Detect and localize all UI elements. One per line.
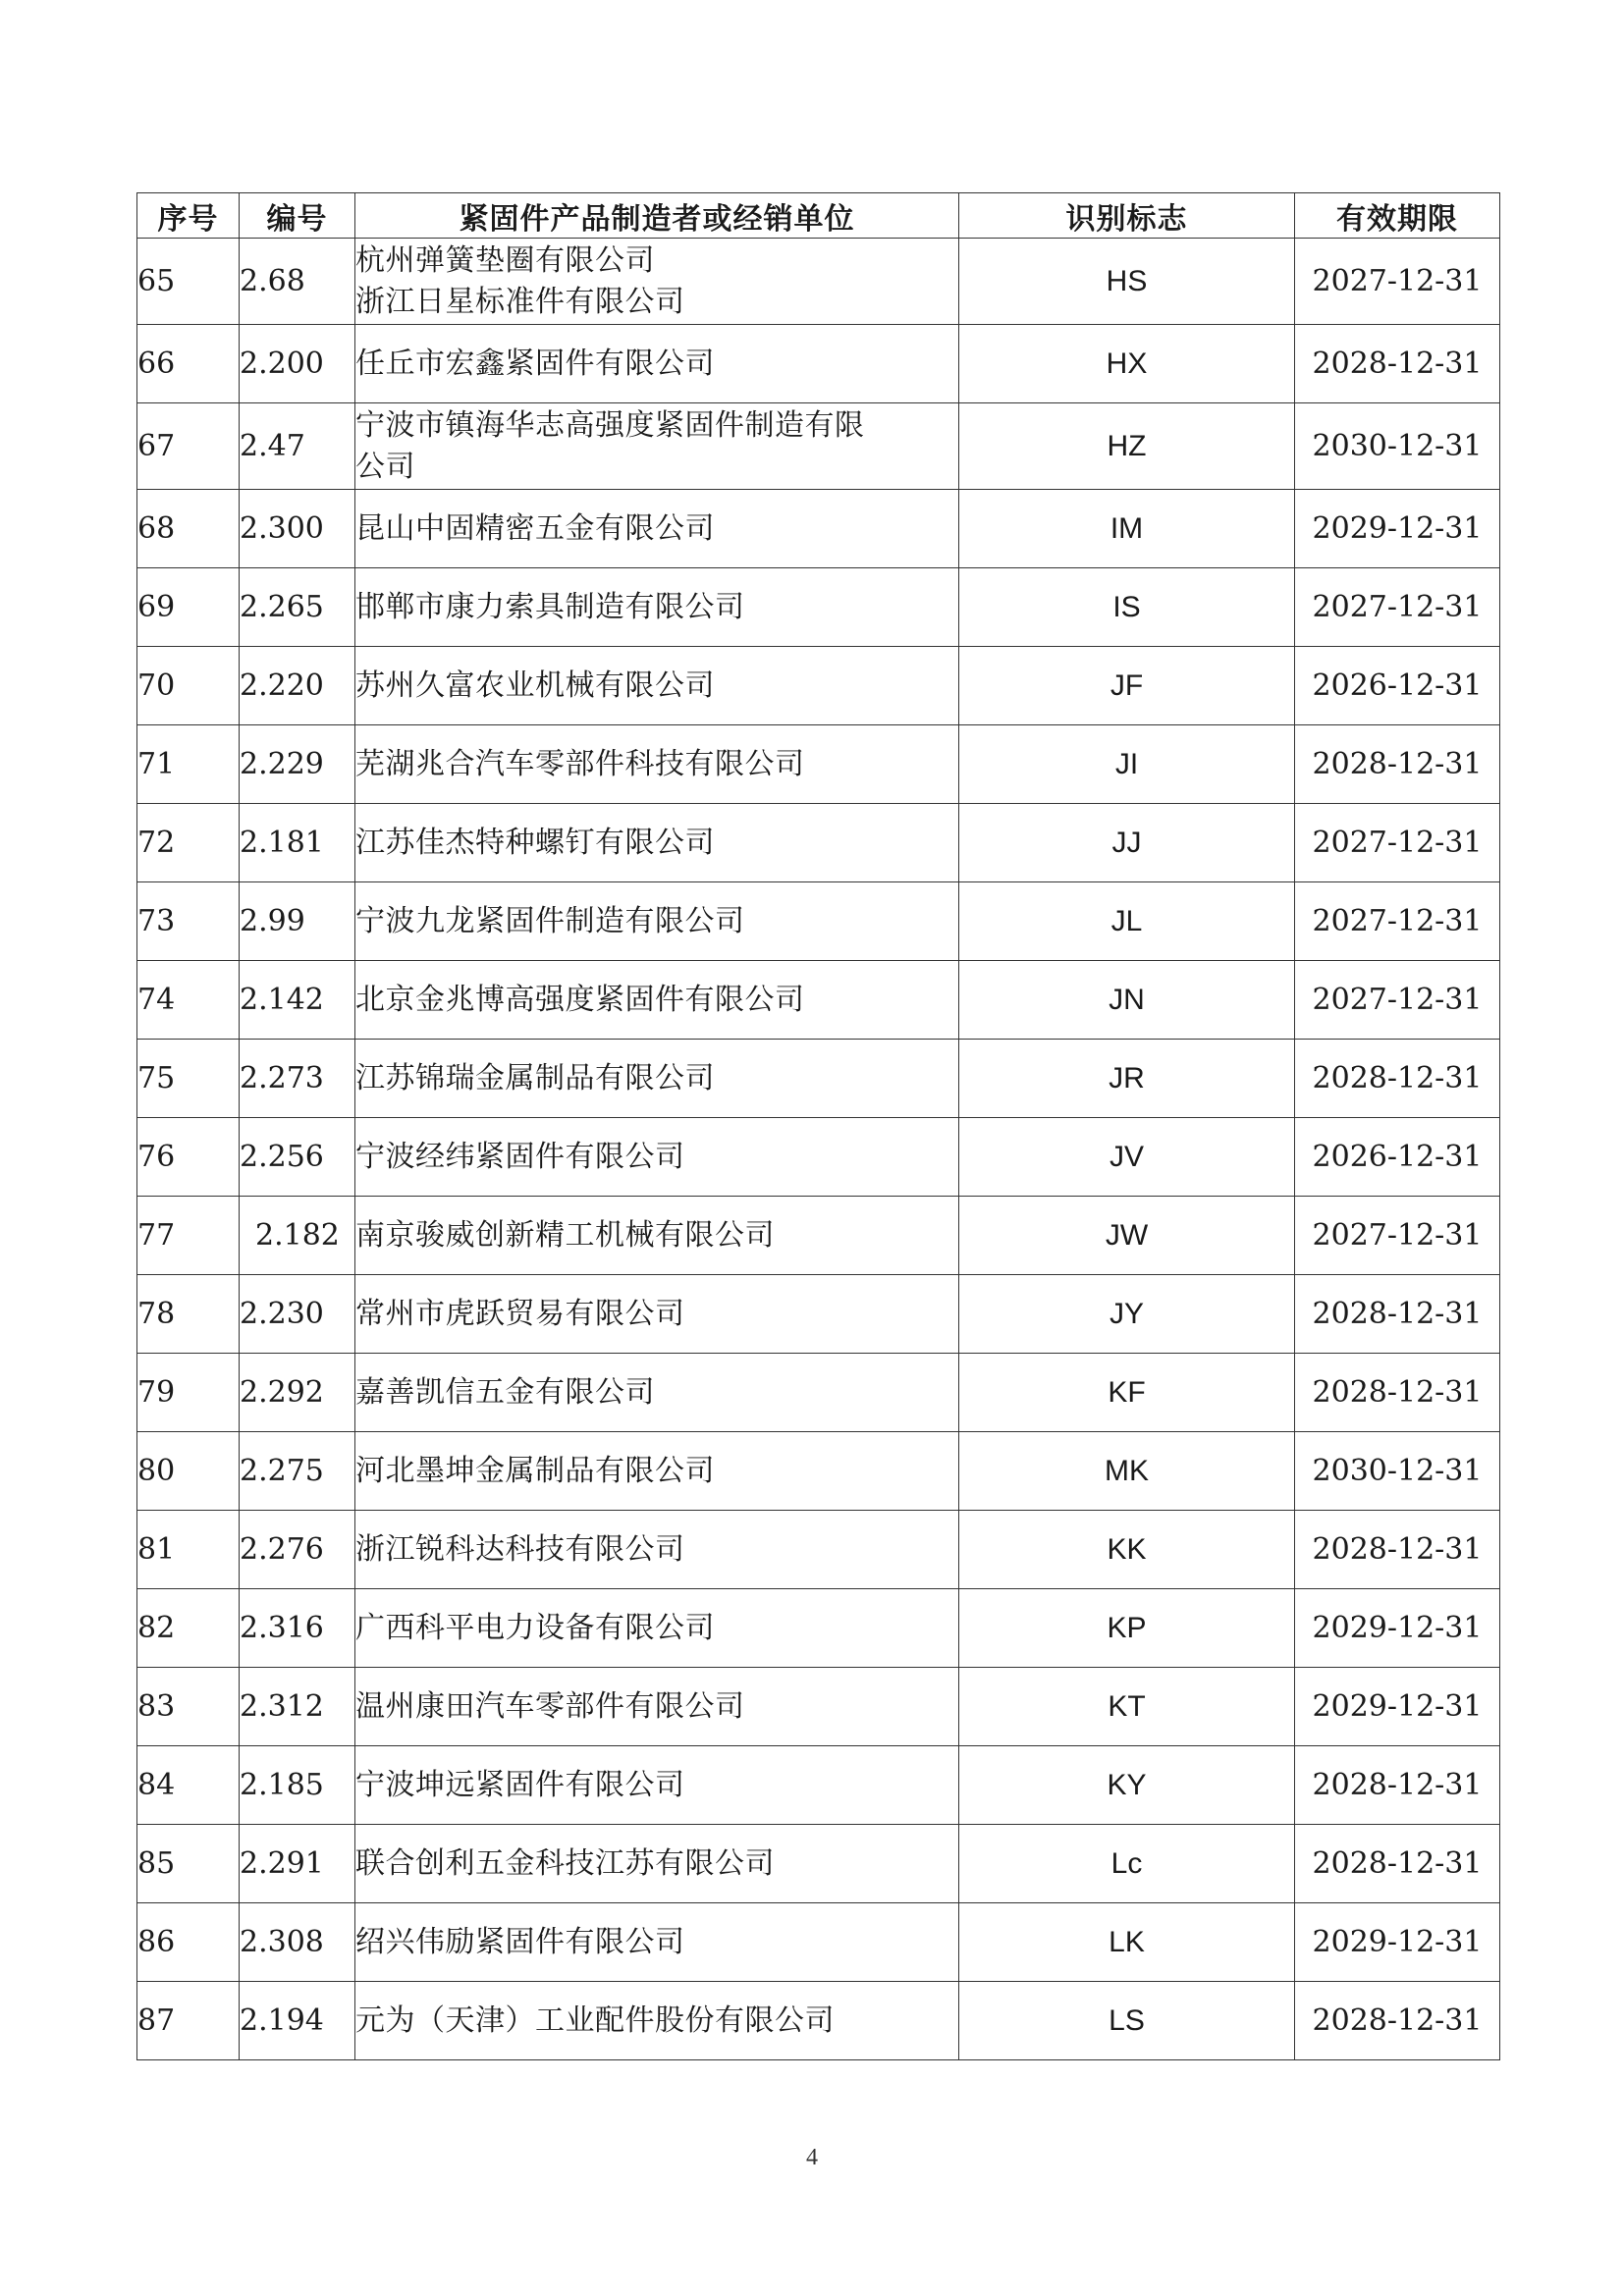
table-row: [137, 403, 1500, 490]
row-mark: KT: [959, 1668, 1295, 1746]
row-org-line-1: 苏州久富农业机械有限公司: [355, 667, 715, 703]
table-row: [137, 1040, 1500, 1118]
row-org-line-1: 嘉善凯信五金有限公司: [355, 1374, 655, 1410]
row-code: 2.99: [240, 882, 355, 961]
row-seq: 76: [137, 1118, 240, 1197]
row-mark: JV: [959, 1118, 1295, 1197]
row-org: [355, 1982, 959, 2060]
row-date: 2028-12-31: [1295, 1746, 1500, 1825]
row-code: 2.316: [240, 1589, 355, 1668]
row-seq: 85: [137, 1825, 240, 1903]
row-code: 2.68: [240, 239, 355, 325]
row-seq: 80: [137, 1432, 240, 1511]
table-row: [137, 1275, 1500, 1354]
row-org: [355, 1118, 959, 1197]
row-org-line-2: 公司: [355, 449, 415, 484]
row-mark: JR: [959, 1040, 1295, 1118]
row-mark: JI: [959, 725, 1295, 804]
row-org-line-1: 昆山中固精密五金有限公司: [355, 510, 715, 546]
row-org-line-1: 河北墨坤金属制品有限公司: [355, 1453, 715, 1488]
row-date: 2028-12-31: [1295, 1354, 1500, 1432]
row-mark: MK: [959, 1432, 1295, 1511]
row-code: 2.142: [240, 961, 355, 1040]
table-row: [137, 804, 1500, 882]
row-code: 2.181: [240, 804, 355, 882]
row-date: 2028-12-31: [1295, 725, 1500, 804]
row-org-line-1: 宁波经纬紧固件有限公司: [355, 1139, 685, 1174]
row-seq: 84: [137, 1746, 240, 1825]
row-date: 2029-12-31: [1295, 1903, 1500, 1982]
row-mark: IS: [959, 568, 1295, 647]
row-mark: KY: [959, 1746, 1295, 1825]
row-org: [355, 647, 959, 725]
row-org-line-1: 绍兴伟励紧固件有限公司: [355, 1924, 685, 1959]
row-seq: 77: [137, 1197, 240, 1275]
row-code: 2.308: [240, 1903, 355, 1982]
page-number: 4: [806, 2145, 818, 2170]
row-code: 2.230: [240, 1275, 355, 1354]
row-seq: 78: [137, 1275, 240, 1354]
table-row: [137, 1746, 1500, 1825]
row-org-line-1: 常州市虎跃贸易有限公司: [355, 1296, 685, 1331]
row-date: 2029-12-31: [1295, 1589, 1500, 1668]
row-mark: KF: [959, 1354, 1295, 1432]
fastener-registry-table: [136, 192, 1500, 2060]
row-org: [355, 403, 959, 490]
table-row: [137, 1118, 1500, 1197]
row-org-line-1: 江苏佳杰特种螺钉有限公司: [355, 825, 715, 860]
row-date: 2030-12-31: [1295, 403, 1500, 490]
row-mark: JL: [959, 882, 1295, 961]
row-date: 2027-12-31: [1295, 804, 1500, 882]
row-seq: 72: [137, 804, 240, 882]
row-seq: 79: [137, 1354, 240, 1432]
row-date: 2028-12-31: [1295, 1982, 1500, 2060]
row-date: 2028-12-31: [1295, 1275, 1500, 1354]
row-seq: 74: [137, 961, 240, 1040]
row-org: [355, 568, 959, 647]
row-org-line-1: 邯郸市康力索具制造有限公司: [355, 589, 745, 624]
table-row: [137, 1982, 1500, 2060]
header-org: 紧固件产品制造者或经销单位: [355, 193, 959, 239]
table-row: [137, 490, 1500, 568]
table-row: [137, 882, 1500, 961]
row-org-line-1: 浙江锐科达科技有限公司: [355, 1531, 685, 1567]
header-seq: 序号: [137, 193, 240, 239]
row-seq: 68: [137, 490, 240, 568]
row-org: [355, 961, 959, 1040]
row-org-line-2: 浙江日星标准件有限公司: [355, 284, 685, 319]
row-org: [355, 1354, 959, 1432]
row-code: 2.220: [240, 647, 355, 725]
row-code: 2.200: [240, 325, 355, 403]
header-mark: 识别标志: [959, 193, 1295, 239]
table-row: [137, 1903, 1500, 1982]
row-org: [355, 1197, 959, 1275]
row-code: 2.276: [240, 1511, 355, 1589]
row-mark: HZ: [959, 403, 1295, 490]
row-date: 2026-12-31: [1295, 1118, 1500, 1197]
row-mark: KK: [959, 1511, 1295, 1589]
row-org-line-1: 江苏锦瑞金属制品有限公司: [355, 1060, 715, 1095]
table-row: [137, 1589, 1500, 1668]
row-date: 2027-12-31: [1295, 882, 1500, 961]
row-mark: HX: [959, 325, 1295, 403]
row-seq: 69: [137, 568, 240, 647]
row-code: 2.194: [240, 1982, 355, 2060]
row-code: 2.273: [240, 1040, 355, 1118]
table-row: [137, 1354, 1500, 1432]
row-mark: JY: [959, 1275, 1295, 1354]
table-row: [137, 1825, 1500, 1903]
row-org: [355, 725, 959, 804]
header-code: 编号: [240, 193, 355, 239]
row-seq: 65: [137, 239, 240, 325]
row-org: [355, 325, 959, 403]
row-date: 2027-12-31: [1295, 1197, 1500, 1275]
row-org: [355, 1275, 959, 1354]
row-code: 2.229: [240, 725, 355, 804]
row-org: [355, 1668, 959, 1746]
row-mark: JN: [959, 961, 1295, 1040]
row-seq: 73: [137, 882, 240, 961]
table-row: [137, 961, 1500, 1040]
row-seq: 67: [137, 403, 240, 490]
table-row: [137, 239, 1500, 325]
row-code: 2.47: [240, 403, 355, 490]
row-org-line-1: 北京金兆博高强度紧固件有限公司: [355, 982, 805, 1017]
table-row: [137, 1432, 1500, 1511]
row-seq: 66: [137, 325, 240, 403]
row-seq: 82: [137, 1589, 240, 1668]
row-code: 2.292: [240, 1354, 355, 1432]
row-seq: 87: [137, 1982, 240, 2060]
row-org: [355, 1511, 959, 1589]
row-code: 2.300: [240, 490, 355, 568]
row-org-line-1: 芜湖兆合汽车零部件科技有限公司: [355, 746, 805, 781]
row-org-line-1: 广西科平电力设备有限公司: [355, 1610, 715, 1645]
table-row: [137, 325, 1500, 403]
row-code: 2.182: [240, 1197, 355, 1275]
row-date: 2026-12-31: [1295, 647, 1500, 725]
row-org-line-1: 任丘市宏鑫紧固件有限公司: [355, 346, 715, 381]
table-row: [137, 1511, 1500, 1589]
row-code: 2.185: [240, 1746, 355, 1825]
row-mark: LS: [959, 1982, 1295, 2060]
row-mark: IM: [959, 490, 1295, 568]
table-row: [137, 568, 1500, 647]
row-org-line-1: 宁波市镇海华志高强度紧固件制造有限: [355, 407, 865, 443]
row-mark: KP: [959, 1589, 1295, 1668]
table-header-row: [137, 193, 1500, 239]
row-code: 2.312: [240, 1668, 355, 1746]
row-org: [355, 804, 959, 882]
row-date: 2027-12-31: [1295, 239, 1500, 325]
row-mark: Lc: [959, 1825, 1295, 1903]
table-row: [137, 1668, 1500, 1746]
row-org: [355, 1040, 959, 1118]
row-seq: 70: [137, 647, 240, 725]
row-org-line-1: 南京骏威创新精工机械有限公司: [355, 1217, 775, 1253]
row-date: 2028-12-31: [1295, 325, 1500, 403]
row-code: 2.291: [240, 1825, 355, 1903]
row-org: [355, 1746, 959, 1825]
row-mark: JJ: [959, 804, 1295, 882]
table-row: [137, 725, 1500, 804]
row-seq: 75: [137, 1040, 240, 1118]
row-date: 2030-12-31: [1295, 1432, 1500, 1511]
row-date: 2028-12-31: [1295, 1825, 1500, 1903]
row-seq: 83: [137, 1668, 240, 1746]
row-org: [355, 1825, 959, 1903]
row-org: [355, 1432, 959, 1511]
row-org: [355, 490, 959, 568]
row-org-line-1: 联合创利五金科技江苏有限公司: [355, 1845, 775, 1881]
row-seq: 81: [137, 1511, 240, 1589]
row-org: [355, 239, 959, 325]
row-org-line-1: 宁波坤远紧固件有限公司: [355, 1767, 685, 1802]
row-date: 2028-12-31: [1295, 1511, 1500, 1589]
row-code: 2.256: [240, 1118, 355, 1197]
row-org: [355, 882, 959, 961]
row-mark: JF: [959, 647, 1295, 725]
row-code: 2.265: [240, 568, 355, 647]
row-date: 2027-12-31: [1295, 568, 1500, 647]
row-org-line-1: 元为（天津）工业配件股份有限公司: [355, 2002, 835, 2038]
row-seq: 86: [137, 1903, 240, 1982]
row-org-line-1: 宁波九龙紧固件制造有限公司: [355, 903, 745, 938]
row-date: 2029-12-31: [1295, 1668, 1500, 1746]
row-seq: 71: [137, 725, 240, 804]
row-org-line-1: 温州康田汽车零部件有限公司: [355, 1688, 745, 1724]
row-date: 2029-12-31: [1295, 490, 1500, 568]
row-date: 2027-12-31: [1295, 961, 1500, 1040]
row-code: 2.275: [240, 1432, 355, 1511]
table-row: [137, 647, 1500, 725]
row-mark: LK: [959, 1903, 1295, 1982]
row-org: [355, 1589, 959, 1668]
row-org: [355, 1903, 959, 1982]
row-org-line-1: 杭州弹簧垫圈有限公司: [355, 242, 655, 278]
row-mark: HS: [959, 239, 1295, 325]
row-date: 2028-12-31: [1295, 1040, 1500, 1118]
table-row: [137, 1197, 1500, 1275]
row-mark: JW: [959, 1197, 1295, 1275]
header-date: 有效期限: [1295, 193, 1500, 239]
